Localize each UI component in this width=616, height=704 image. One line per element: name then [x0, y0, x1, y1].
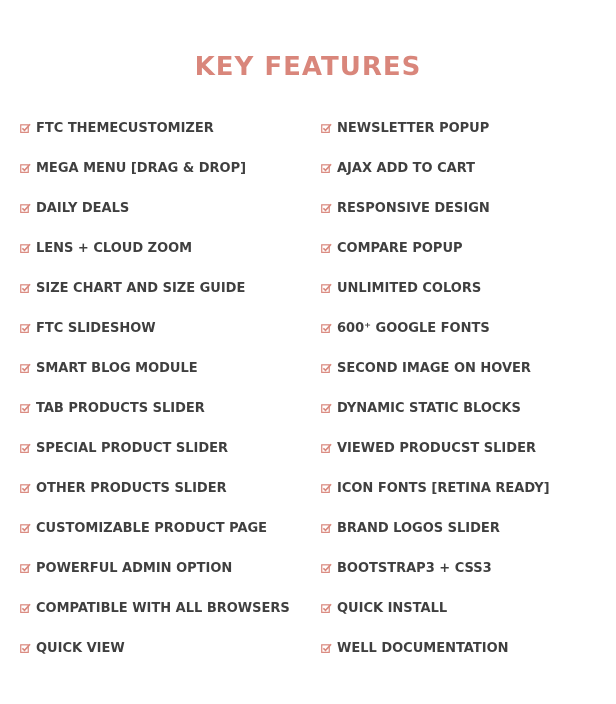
feature-item [321, 188, 611, 228]
feature-item [20, 628, 310, 668]
checkbox-check-icon [20, 203, 31, 214]
feature-item [20, 148, 310, 188]
feature-label: WELL DOCUMENTATION [337, 640, 509, 656]
checkbox-check-icon [20, 403, 31, 414]
feature-item [321, 468, 611, 508]
feature-item [20, 588, 310, 628]
checkbox-check-icon [321, 643, 332, 654]
feature-item [321, 108, 611, 148]
checkbox-check-icon [20, 283, 31, 294]
checkbox-check-icon [20, 123, 31, 134]
checkbox-check-icon [20, 603, 31, 614]
feature-label: BOOTSTRAP3 + CSS3 [337, 560, 492, 576]
feature-item [321, 508, 611, 548]
feature-label: SPECIAL PRODUCT SLIDER [36, 440, 229, 456]
feature-item [321, 228, 611, 268]
feature-item [20, 308, 310, 348]
feature-item [321, 548, 611, 588]
feature-label: 600⁺ GOOGLE FONTS [337, 320, 490, 336]
checkbox-check-icon [321, 243, 332, 254]
feature-label: MEGA MENU [DRAG & DROP] [36, 160, 247, 176]
checkbox-check-icon [20, 483, 31, 494]
feature-list-right [321, 108, 611, 668]
feature-label: SMART BLOG MODULE [36, 360, 198, 376]
feature-item [20, 508, 310, 548]
feature-label: SECOND IMAGE ON HOVER [337, 360, 531, 376]
feature-item [321, 148, 611, 188]
feature-item [20, 348, 310, 388]
feature-label: DYNAMIC STATIC BLOCKS [337, 400, 521, 416]
feature-label: TAB PRODUCTS SLIDER [36, 400, 205, 416]
feature-label: VIEWED PRODUCST SLIDER [337, 440, 536, 456]
checkbox-check-icon [321, 603, 332, 614]
feature-item [20, 548, 310, 588]
checkbox-check-icon [321, 363, 332, 374]
feature-label: BRAND LOGOS SLIDER [337, 520, 500, 536]
checkbox-check-icon [20, 363, 31, 374]
checkbox-check-icon [20, 563, 31, 574]
checkbox-check-icon [20, 163, 31, 174]
feature-label: UNLIMITED COLORS [337, 280, 482, 296]
checkbox-check-icon [321, 523, 332, 534]
feature-item [20, 228, 310, 268]
feature-label: RESPONSIVE DESIGN [337, 200, 490, 216]
feature-label: SIZE CHART AND SIZE GUIDE [36, 280, 246, 296]
checkbox-check-icon [321, 403, 332, 414]
feature-item [321, 388, 611, 428]
feature-label: QUICK VIEW [36, 640, 125, 656]
feature-item [321, 268, 611, 308]
checkbox-check-icon [321, 483, 332, 494]
feature-item [321, 348, 611, 388]
feature-label: OTHER PRODUCTS SLIDER [36, 480, 227, 496]
feature-item [321, 428, 611, 468]
checkbox-check-icon [321, 163, 332, 174]
feature-label: CUSTOMIZABLE PRODUCT PAGE [36, 520, 268, 536]
feature-label: ICON FONTS [RETINA READY] [337, 480, 550, 496]
checkbox-check-icon [20, 323, 31, 334]
checkbox-check-icon [321, 203, 332, 214]
feature-label: COMPARE POPUP [337, 240, 463, 256]
feature-item [321, 628, 611, 668]
feature-item [20, 108, 310, 148]
feature-list-left [20, 108, 310, 668]
feature-item [20, 468, 310, 508]
checkbox-check-icon [20, 523, 31, 534]
checkbox-check-icon [20, 243, 31, 254]
feature-label: AJAX ADD TO CART [337, 160, 476, 176]
feature-item [321, 588, 611, 628]
feature-item [20, 268, 310, 308]
feature-item [20, 428, 310, 468]
feature-item [20, 388, 310, 428]
checkbox-check-icon [321, 443, 332, 454]
checkbox-check-icon [20, 443, 31, 454]
checkbox-check-icon [20, 643, 31, 654]
feature-item [321, 308, 611, 348]
feature-label: LENS + CLOUD ZOOM [36, 240, 193, 256]
feature-label: DAILY DEALS [36, 200, 130, 216]
feature-label: NEWSLETTER POPUP [337, 120, 490, 136]
checkbox-check-icon [321, 283, 332, 294]
feature-label: COMPATIBLE WITH ALL BROWSERS [36, 600, 290, 616]
feature-item [20, 188, 310, 228]
feature-label: FTC THEMECUSTOMIZER [36, 120, 214, 136]
feature-label: FTC SLIDESHOW [36, 320, 156, 336]
checkbox-check-icon [321, 323, 332, 334]
feature-label: POWERFUL ADMIN OPTION [36, 560, 233, 576]
page-title: KEY FEATURES [194, 52, 422, 82]
feature-label: QUICK INSTALL [337, 600, 448, 616]
checkbox-check-icon [321, 563, 332, 574]
checkbox-check-icon [321, 123, 332, 134]
